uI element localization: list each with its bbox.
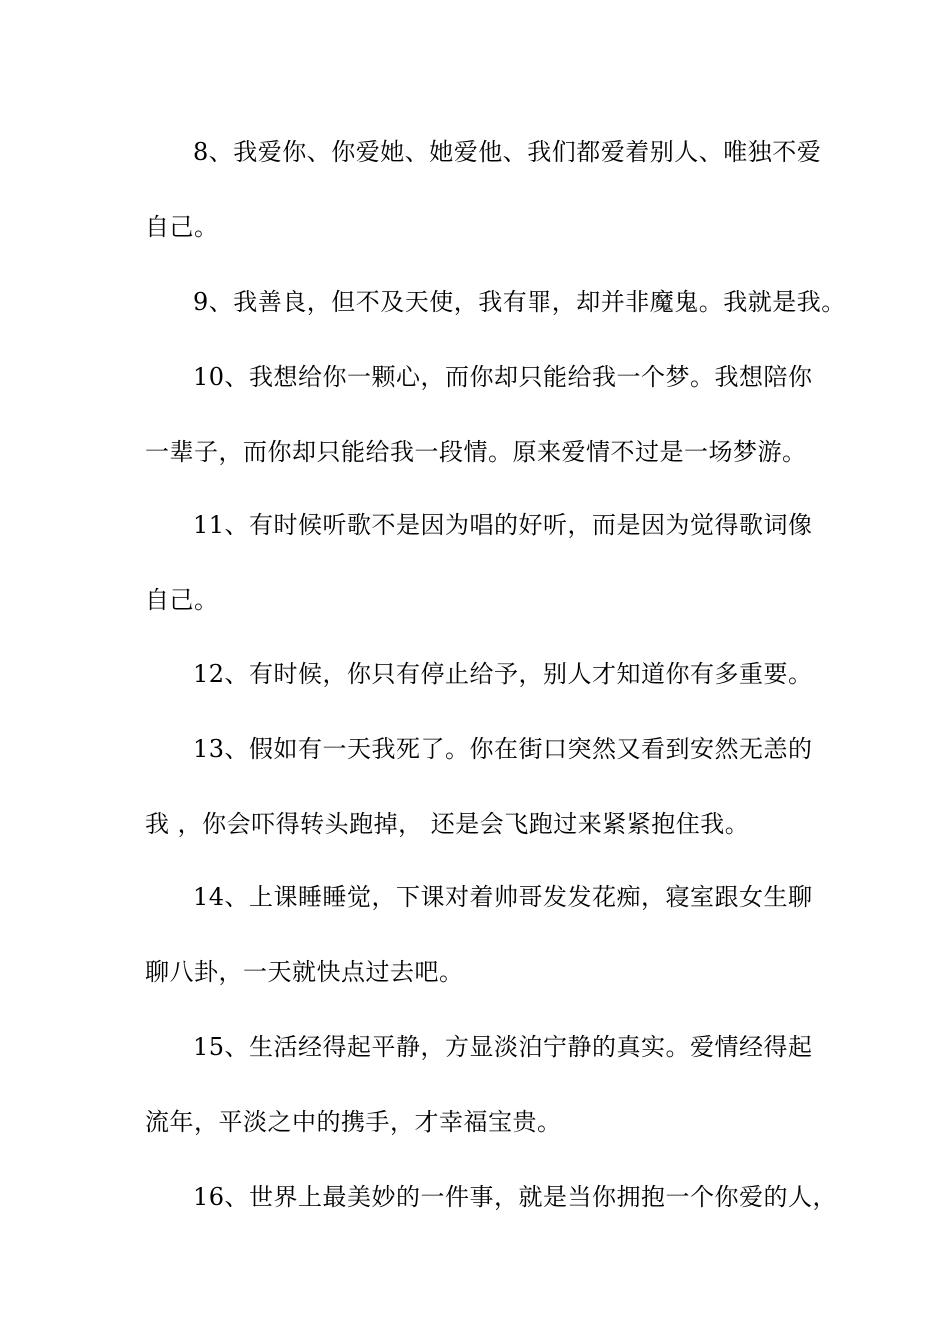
paragraph-line: 自己。 xyxy=(145,586,219,614)
paragraph-line: 14、上课睡睡觉，下课对着帅哥发发花痴，寝室跟女生聊 xyxy=(193,883,813,911)
paragraph-line: 自己。 xyxy=(145,213,219,241)
paragraph-15 xyxy=(145,1010,845,1160)
paragraph-9 xyxy=(145,265,845,340)
paragraph-line: 一辈子，而你却只能给我一段情。原来爱情不过是一场梦游。 xyxy=(145,438,807,466)
paragraph-line: 16、世界上最美妙的一件事，就是当你拥抱一个你爱的人， xyxy=(193,1183,838,1211)
paragraph-line: 9、我善良，但不及天使，我有罪，却并非魔鬼。我就是我。 xyxy=(193,288,846,316)
paragraph-line: 10、我想给你一颗心，而你却只能给我一个梦。我想陪你 xyxy=(193,363,813,391)
paragraph-16 xyxy=(145,1160,845,1235)
paragraph-10 xyxy=(145,340,845,490)
paragraph-14 xyxy=(145,860,845,1010)
paragraph-12 xyxy=(145,637,845,712)
paragraph-line: 13、假如有一天我死了。你在街口突然又看到安然无恙的 xyxy=(193,735,813,763)
paragraph-13 xyxy=(145,712,845,862)
paragraph-line: 流年，平淡之中的携手，才幸福宝贵。 xyxy=(145,1108,562,1136)
paragraph-line: 11、有时候听歌不是因为唱的好听，而是因为觉得歌词像 xyxy=(193,511,813,539)
paragraph-line: 12、有时候，你只有停止给予，别人才知道你有多重要。 xyxy=(193,660,813,688)
paragraph-line: 我 ，你会吓得转头跑掉， 还是会飞跑过来紧紧抱住我。 xyxy=(145,810,750,838)
paragraph-8 xyxy=(145,115,845,265)
paragraph-line: 15、生活经得起平静，方显淡泊宁静的真实。爱情经得起 xyxy=(193,1033,813,1061)
paragraph-line: 聊八卦，一天就快点过去吧。 xyxy=(145,958,464,986)
paragraph-line: 8、我爱你、你爱她、她爱他、我们都爱着别人、唯独不爱 xyxy=(193,138,822,166)
paragraph-11 xyxy=(145,488,845,638)
